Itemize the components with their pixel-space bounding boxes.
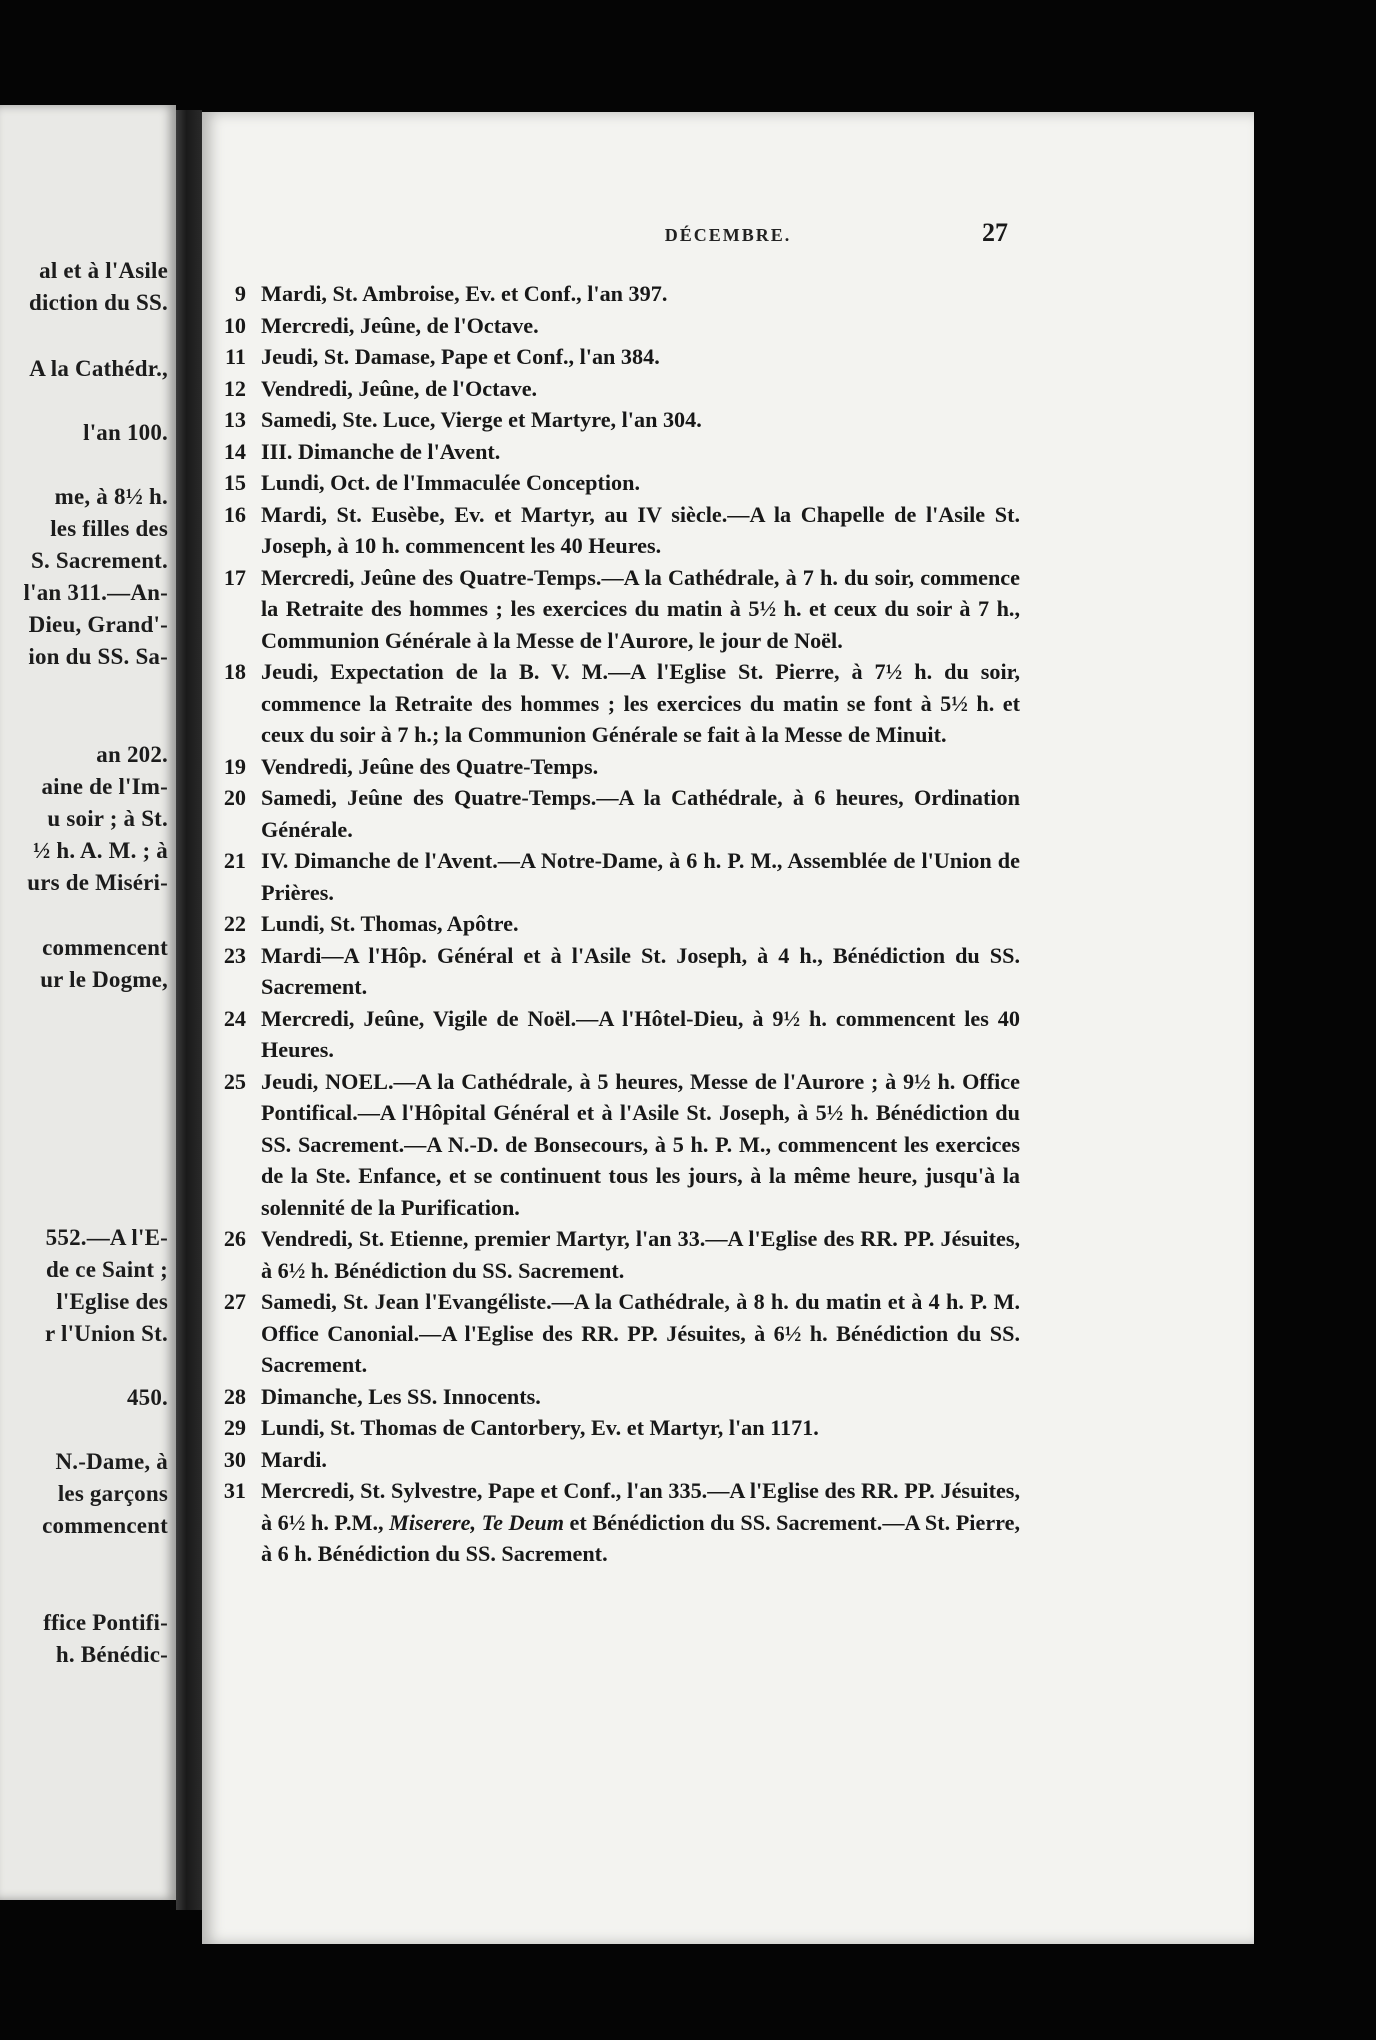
entry-day-number: 17 [223, 564, 246, 590]
left-page-line: commencent [42, 1513, 168, 1538]
calendar-entry [223, 940, 1020, 1003]
calendar-entry [223, 499, 1020, 562]
entry-text: Mardi, St. Ambroise, Ev. et Conf., l'an 397. [261, 281, 668, 306]
entry-text: Lundi, Oct. de l'Immaculée Conception. [261, 470, 641, 495]
entry-text: Vendredi, Jeûne, de l'Octave. [261, 375, 538, 401]
entry-day-number: 28 [223, 1383, 246, 1409]
left-page-line: l'an 100. [83, 420, 168, 445]
calendar-entry [223, 656, 1020, 751]
entry-day-number: 13 [223, 407, 246, 432]
calendar-entry [223, 404, 1020, 436]
entry-text: Vendredi, St. Etienne, premier Martyr, l'an 33.—A l'Eglise des RR. PP. Jésuites, à 6½ h. Bénédiction du SS. Sacrement. [261, 1226, 1020, 1283]
entry-text: Vendredi, Jeûne des Quatre-Temps. [261, 753, 599, 779]
entry-text: Mercredi, Jeûne, de l'Octave. [261, 312, 539, 338]
entry-day-number: 21 [223, 848, 246, 873]
left-page-line: aine de l'Im- [41, 774, 168, 799]
calendar-entry [223, 751, 1020, 783]
entry-text: Mardi, St. Eusèbe, Ev. et Martyr, au IV siècle.—A la Chapelle de l'Asile St. Joseph, à 10 h. commencent les 40 Heures. [261, 501, 1020, 558]
entry-text: Jeudi, NOEL.—A la Cathédrale, à 5 heures, Messe de l'Aurore ; à 9½ h. Office Pontifical.—A l'Hôpital Général et à l'Asile St. Joseph, à 5½ h. Bénédiction du SS. Sacrement.—A N.-D. de Bonsecours, à 5 h. P. M., commencent les exercices de la Ste. Enfance, et se continuent tous les jours, à la même heure, jusqu'à la solennité de la Purification. [261, 1068, 1020, 1220]
calendar-entry [223, 908, 1020, 940]
entry-day-number: 10 [223, 312, 246, 338]
left-page-line: urs de Miséri- [27, 870, 168, 895]
entry-text: Mercredi, Jeûne des Quatre-Temps.—A la Cathédrale, à 7 h. du soir, commence la Retraite des hommes ; les exercices du matin à 5½ h. et ceux du soir à 7 h., Communion Générale à la Messe de l'Aurore, le jour de Noël. [261, 564, 1020, 653]
entry-day-number: 30 [223, 1446, 246, 1472]
left-page-line: les garçons [57, 1481, 168, 1506]
entry-day-number: 31 [223, 1478, 246, 1503]
left-page-line: an 202. [96, 742, 168, 767]
entry-text: Samedi, St. Jean l'Evangéliste.—A la Cathédrale, à 8 h. du matin et à 4 h. P. M. Office Canonial.—A l'Eglise des RR. PP. Jésuites, à 6½ h. Bénédiction du SS. Sacrement. [261, 1289, 1020, 1377]
entry-text: Jeudi, St. Damase, Pape et Conf., l'an 384. [261, 344, 660, 369]
left-page-line: l'Eglise des [56, 1289, 168, 1314]
calendar-entry [223, 1412, 1020, 1444]
left-page-line: les filles des [50, 516, 168, 541]
left-page-line: l'an 311.—An- [23, 580, 168, 605]
entry-day-number: 11 [225, 344, 246, 369]
left-page-line: ffice Pontifi- [43, 1610, 168, 1635]
running-head: DÉCEMBRE. [664, 225, 792, 245]
left-page-line: ½ h. A. M. ; à [32, 838, 168, 863]
calendar-entry [223, 373, 1020, 405]
entry-text: Samedi, Ste. Luce, Vierge et Martyre, l'an 304. [261, 407, 702, 432]
calendar-entry [225, 341, 1020, 373]
calendar-entry [223, 845, 1020, 908]
calendar-entry [223, 782, 1020, 845]
book-gutter [176, 110, 202, 1910]
left-page-line: de ce Saint ; [45, 1257, 168, 1282]
entry-text: Dimanche, Les SS. Innocents. [261, 1383, 541, 1409]
left-page-line: A la Cathédr., [29, 356, 168, 381]
page-number: 27 [982, 218, 1008, 247]
calendar-entry [223, 562, 1020, 657]
calendar-entry [223, 1475, 1021, 1570]
left-page-line: diction du SS. [29, 290, 168, 315]
calendar-entry [223, 1381, 1020, 1413]
entry-day-number: 26 [223, 1226, 246, 1251]
entry-text: Mercredi, Jeûne, Vigile de Noël.—A l'Hôtel-Dieu, à 9½ h. commencent les 40 Heures. [261, 1005, 1020, 1062]
calendar-entry [223, 1223, 1020, 1286]
entry-day-number: 24 [223, 1005, 246, 1031]
main-page [202, 112, 1254, 1944]
left-page-line: N.-Dame, à [55, 1449, 168, 1474]
entry-day-number: 29 [223, 1415, 246, 1440]
entry-day-number: 23 [223, 942, 246, 968]
entry-text: Lundi, St. Thomas de Cantorbery, Ev. et Martyr, l'an 1171. [261, 1415, 819, 1440]
calendar-entry [223, 467, 1020, 499]
left-page-line: 552.—A l'E- [45, 1225, 168, 1250]
left-page-line: r l'Union St. [45, 1321, 168, 1346]
left-page-line: Dieu, Grand'- [28, 612, 168, 637]
entry-day-number: 14 [223, 438, 246, 464]
calendar-entry [223, 436, 1020, 468]
calendar-entry [230, 278, 1020, 310]
left-page-line: ur le Dogme, [40, 967, 168, 992]
entry-day-number: 19 [223, 753, 246, 779]
left-page-line: h. Bénédic- [55, 1642, 168, 1667]
entry-day-number: 22 [223, 911, 246, 936]
left-page-fragment [0, 105, 176, 1900]
entry-text: IV. Dimanche de l'Avent.—A Notre-Dame, à 6 h. P. M., Assemblée de l'Union de Prières. [261, 848, 1020, 905]
entry-day-number: 15 [223, 470, 246, 495]
entry-text: Mardi. [261, 1446, 327, 1472]
entry-day-number: 20 [223, 785, 246, 810]
entry-day-number: 25 [223, 1068, 246, 1094]
entry-day-number: 12 [223, 375, 246, 401]
entry-text-part: et Bénédiction du SS. Sacrement.—A St. Pierre, à 6 h. Bénédiction du SS. Sacrement. [261, 1509, 1021, 1566]
calendar-entry [223, 310, 1020, 342]
left-page-line: 450. [126, 1385, 168, 1410]
entry-day-number: 18 [223, 659, 246, 684]
entry-day-number: 9 [234, 281, 246, 306]
left-page-line: commencent [42, 935, 168, 960]
left-page-line: ion du SS. Sa- [28, 644, 168, 669]
calendar-entry [223, 1066, 1020, 1224]
calendar-entry [223, 1286, 1020, 1381]
entry-text: Lundi, St. Thomas, Apôtre. [261, 911, 519, 936]
calendar-entries [223, 278, 1021, 1570]
entry-text: Jeudi, Expectation de la B. V. M.—A l'Eglise St. Pierre, à 7½ h. du soir, commence la Retraite des hommes ; les exercices du matin se font à 5½ h. et ceux du soir à 7 h.; la Communion Générale se fait à la Messe de Minuit. [261, 659, 1020, 747]
entry-day-number: 27 [223, 1289, 246, 1314]
calendar-entry [223, 1003, 1020, 1066]
entry-text: III. Dimanche de l'Avent. [261, 438, 501, 464]
entry-text: Mardi—A l'Hôp. Général et à l'Asile St. Joseph, à 4 h., Bénédiction du SS. Sacrement. [261, 942, 1020, 999]
entry-day-number: 16 [223, 501, 246, 527]
entry-text [261, 1475, 1020, 1570]
left-page-line: me, à 8½ h. [54, 484, 168, 509]
left-page-line: al et à l'Asile [39, 258, 168, 283]
left-page-line: S. Sacrement. [31, 548, 168, 573]
left-page-line: u soir ; à St. [47, 806, 168, 831]
entry-text: Samedi, Jeûne des Quatre-Temps.—A la Cathédrale, à 6 heures, Ordination Générale. [261, 785, 1020, 842]
calendar-entry [223, 1444, 1020, 1476]
entry-text-part: Mercredi, St. Sylvestre, Pape et Conf., l'an 335.—A l'Eglise des RR. PP. Jésuites, à 6½ h. P.M., [261, 1478, 1020, 1535]
entry-text-italic: Miserere, Te Deum [389, 1509, 564, 1535]
